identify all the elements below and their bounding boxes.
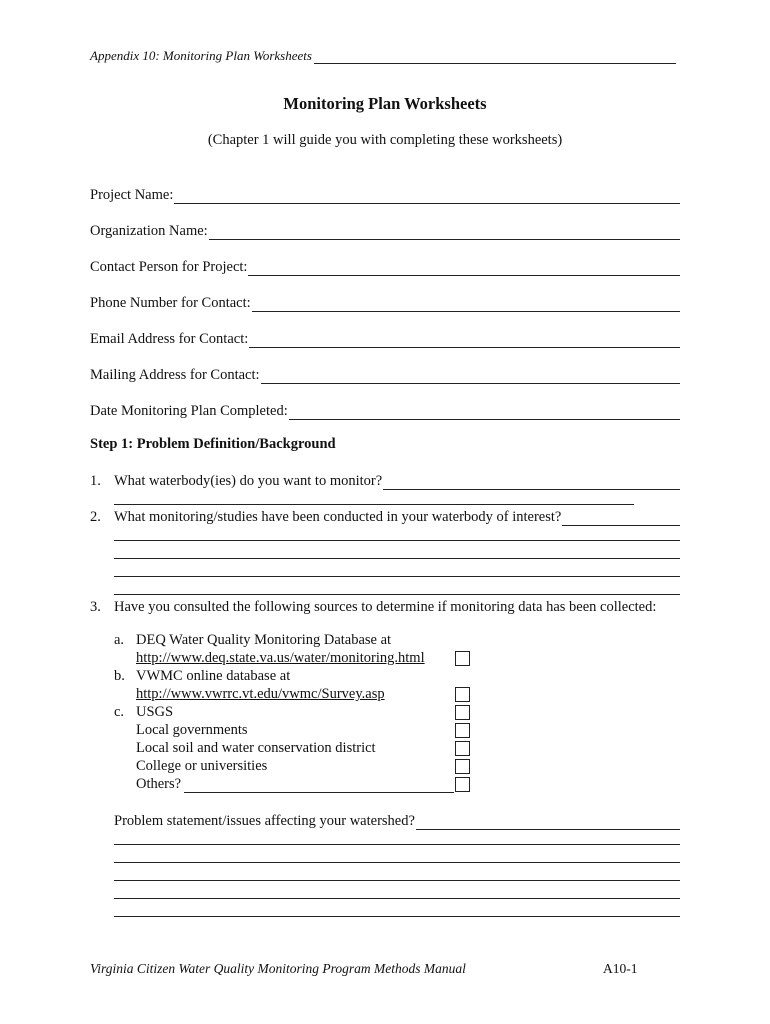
contact-person-input-line[interactable] (248, 261, 680, 276)
email-address-label: Email Address for Contact: (90, 331, 249, 347)
usgs-checkbox[interactable] (455, 705, 470, 720)
source-b-link[interactable] (136, 686, 385, 703)
local-governments-item: Local governments (136, 722, 248, 738)
page-title: Monitoring Plan Worksheets (283, 94, 487, 113)
header-rule (314, 51, 676, 64)
source-a-checkbox[interactable] (455, 651, 470, 666)
question-2-answer-line-2[interactable] (114, 540, 680, 541)
problem-statement-line-5[interactable] (114, 898, 680, 899)
page-header (90, 48, 676, 64)
others-item: Others? (136, 776, 182, 792)
college-universities-checkbox[interactable] (455, 759, 470, 774)
organization-name-label: Organization Name: (90, 223, 208, 239)
project-name-field[interactable] (90, 184, 680, 204)
question-2-answer-line[interactable] (562, 511, 680, 526)
source-a (114, 632, 391, 649)
question-1-answer-line-2[interactable] (114, 504, 634, 505)
source-c (114, 704, 173, 721)
problem-statement-line-4[interactable] (114, 880, 680, 881)
phone-number-label: Phone Number for Contact: (90, 295, 251, 311)
question-3-text: Have you consulted the following sources to determine if monitoring data has been collected: (114, 599, 657, 615)
phone-number-field[interactable] (90, 292, 680, 312)
question-3-number: 3. (90, 599, 101, 615)
local-governments-checkbox[interactable] (455, 723, 470, 738)
soil-water-district-item: Local soil and water conservation district (136, 740, 376, 756)
problem-statement (114, 810, 680, 830)
date-completed-field[interactable] (90, 400, 680, 420)
problem-statement-line-3[interactable] (114, 862, 680, 863)
vwmc-database-link[interactable]: http://www.vwrrc.vt.edu/vwmc/Survey.asp (136, 686, 385, 702)
project-name-input-line[interactable] (174, 189, 680, 204)
mailing-address-label: Mailing Address for Contact: (90, 367, 260, 383)
question-1-text: What waterbody(ies) do you want to monitor? (114, 473, 383, 489)
question-1 (90, 470, 680, 490)
footer-manual-title: Virginia Citizen Water Quality Monitoring Program Methods Manual (90, 961, 466, 976)
email-address-input-line[interactable] (249, 333, 680, 348)
question-2-answer-line-4[interactable] (114, 576, 680, 577)
question-2 (90, 506, 680, 526)
problem-statement-answer-line[interactable] (416, 815, 680, 830)
page-number: A10-1 (603, 961, 638, 976)
question-2-number: 2. (90, 509, 101, 525)
problem-statement-line-6[interactable] (114, 916, 680, 917)
source-a-link[interactable] (136, 650, 425, 667)
question-1-number: 1. (90, 473, 101, 489)
problem-statement-line-2[interactable] (114, 844, 680, 845)
question-3 (90, 596, 690, 616)
source-c-text: USGS (136, 704, 174, 720)
organization-name-input-line[interactable] (209, 225, 680, 240)
email-address-field[interactable] (90, 328, 680, 348)
mailing-address-field[interactable] (90, 364, 680, 384)
page-subtitle: (Chapter 1 will guide you with completing these worksheets) (207, 132, 563, 148)
source-a-text: DEQ Water Quality Monitoring Database at (136, 632, 392, 648)
source-b-checkbox[interactable] (455, 687, 470, 702)
organization-name-field[interactable] (90, 220, 680, 240)
question-2-text: What monitoring/studies have been conducted in your waterbody of interest? (114, 509, 562, 525)
problem-statement-text: Problem statement/issues affecting your watershed? (114, 813, 415, 829)
source-b-text: VWMC online database at (136, 668, 291, 684)
college-universities-item: College or universities (136, 758, 268, 774)
step1-heading: Step 1: Problem Definition/Background (90, 436, 336, 452)
source-a-letter: a. (114, 632, 125, 648)
phone-number-input-line[interactable] (252, 297, 680, 312)
question-1-answer-line[interactable] (383, 475, 680, 490)
contact-person-field[interactable] (90, 256, 680, 276)
source-b-letter: b. (114, 668, 125, 684)
deq-database-link[interactable]: http://www.deq.state.va.us/water/monitoring.html (136, 650, 425, 666)
date-completed-label: Date Monitoring Plan Completed: (90, 403, 288, 419)
date-completed-input-line[interactable] (289, 405, 680, 420)
question-2-answer-line-3[interactable] (114, 558, 680, 559)
others-answer-line[interactable] (184, 792, 454, 793)
mailing-address-input-line[interactable] (261, 369, 680, 384)
page-header-text: Appendix 10: Monitoring Plan Worksheets (90, 48, 312, 63)
question-2-answer-line-5[interactable] (114, 594, 680, 595)
soil-water-district-checkbox[interactable] (455, 741, 470, 756)
others-checkbox[interactable] (455, 777, 470, 792)
source-b (114, 668, 290, 685)
source-c-letter: c. (114, 704, 125, 720)
contact-person-label: Contact Person for Project: (90, 259, 248, 275)
project-name-label: Project Name: (90, 187, 174, 203)
